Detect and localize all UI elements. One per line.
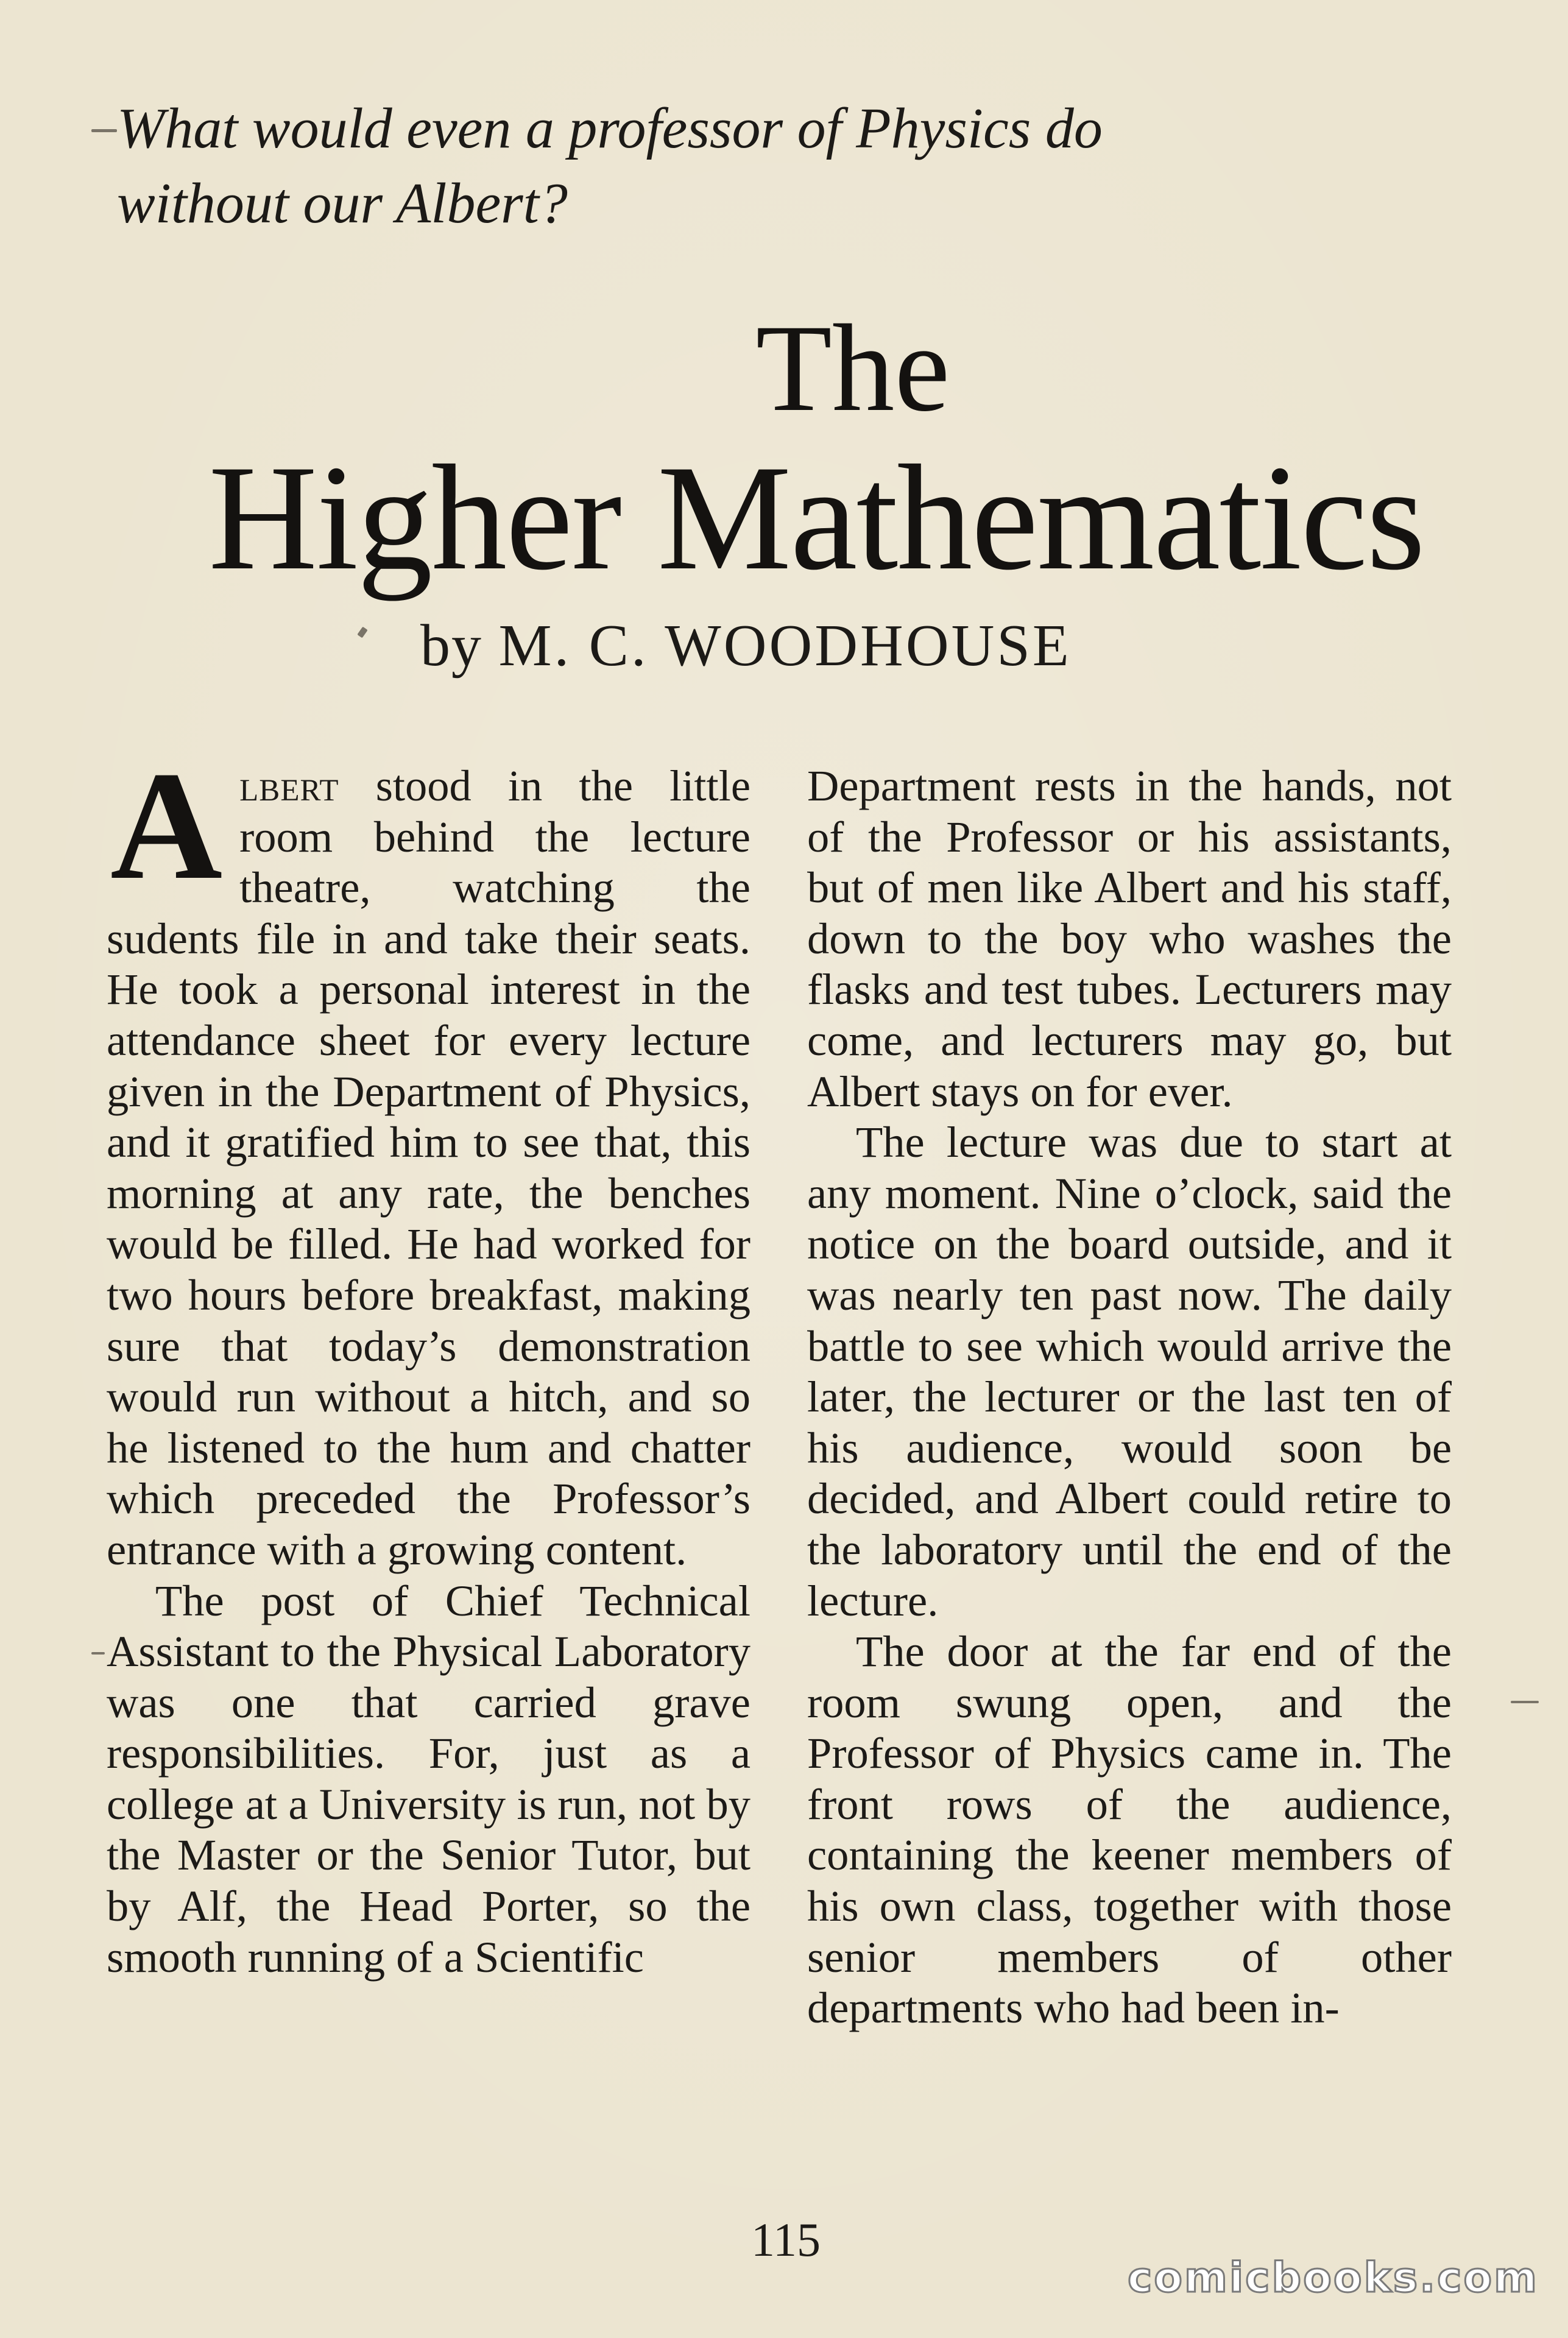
blurb-line-2: without our Albert?: [117, 172, 568, 235]
byline-prefix: by: [420, 613, 482, 679]
paper-speck: [91, 129, 117, 132]
title-line-1: The: [755, 299, 950, 437]
story-paragraph: The door at the far end of the room swung open, and the Professor of Physics came in. The front rows of the audience, containing the keener members of his own class, together with those senior members of other departments who had been in-: [807, 1626, 1452, 2033]
title-line-2: Higher Mathematics: [208, 434, 1424, 601]
story-paragraph: The lecture was due to start at any moment. Nine o’clock, said the notice on the board outside, and it was nearly ten past now. The daily battle to see which would arrive the later, the lecturer or the last ten of his audience, would soon be decided, and Albert could retire to the laboratory until the end of the lecture.: [807, 1117, 1452, 1625]
lead-smallcaps: lbert: [239, 761, 339, 810]
story-paragraph: [107, 740, 750, 1575]
paper-speck: [357, 627, 367, 638]
story-blurb: [117, 91, 1274, 241]
paper-speck: [91, 1652, 105, 1655]
paragraph-text: stood in the little room behind the lecture theatre, watching the sudents file in and take their seats. He took a personal interest in the attendance sheet for every lecture given in the Department of Physics, and it gratified him to see that, this morning at any rate, the benches would be filled. He had worked for two hours before breakfast, making sure that today’s demonstration would run without a hitch, and so he listened to the hum and chatter which preceded the Professor’s entrance with a growing content.: [107, 761, 750, 1574]
byline: [420, 612, 1072, 679]
story-column-right: [807, 760, 1452, 2033]
site-watermark: comicbooks.com: [1127, 2254, 1539, 2302]
story-paragraph: The post of Chief Technical Assistant to the Physical Laboratory was one that carried grave responsibilities. For, just as a college at a University is run, not by the Master or the Senior Tutor, but by Alf, the Head Porter, so the smooth running of a Scientific: [107, 1575, 750, 1982]
page-number: 115: [750, 2213, 821, 2266]
drop-cap: A: [110, 740, 223, 912]
byline-author: M. C. WOODHOUSE: [498, 613, 1072, 679]
story-paragraph: Department rests in the hands, not of the Professor or his assistants, but of men like Albert and his staff, down to the boy who washes the flasks and test tubes. Lecturers may come, and lecturers may go, but Albert stays on for ever.: [807, 761, 1452, 1116]
blurb-line-1: What would even a professor of Physics do: [117, 97, 1103, 160]
paper-speck: [1511, 1701, 1539, 1703]
story-column-left: [107, 740, 750, 1982]
